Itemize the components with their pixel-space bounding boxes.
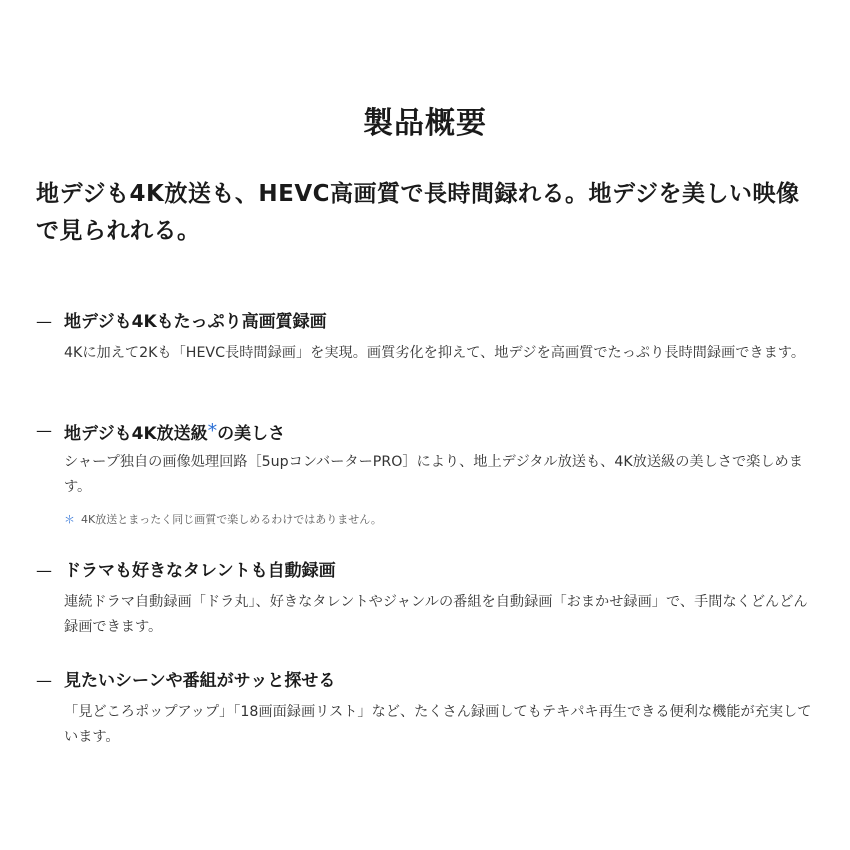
feature-heading-text [64, 418, 285, 447]
feature-heading-part: 地デジも4K放送級 [64, 424, 208, 444]
feature-item [36, 558, 816, 640]
feature-item [36, 668, 816, 750]
footnote-text: 4K放送とまったく同じ画質で楽しめるわけではありません。 [81, 513, 382, 526]
feature-heading-part: の美しさ [217, 424, 286, 444]
feature-description: 「見どころポップアップ」「18画面録画リスト」など、たくさん録画してもテキパキ再生できる便利な機能が充実しています。 [64, 704, 812, 745]
dash-bullet: — [36, 561, 52, 580]
feature-heading [36, 418, 816, 444]
feature-description: 4Kに加えて2Kも「HEVC長時間録画」を実現。画質劣化を抑えて、地デジを高画質でたっぷり長時間録画できます。 [64, 345, 806, 361]
footnote [64, 512, 816, 528]
headline: 地デジも4K放送も、HEVC高画質で長時間録れる。地デジを美しい映像で見られれる。 [36, 181, 800, 244]
feature-heading [36, 558, 816, 584]
feature-description: シャープ独自の画像処理回路［5upコンバーターPRO］により、地上デジタル放送も、4K放送級の美しさで楽しめます。 [64, 454, 803, 495]
dash-bullet: — [36, 312, 52, 331]
dash-bullet: — [36, 671, 52, 690]
page-title: 製品概要 [363, 106, 487, 142]
feature-heading [36, 309, 816, 335]
feature-item [36, 418, 816, 528]
footnote-asterisk-icon: ＊ [64, 513, 75, 526]
feature-heading-text: 地デジも4Kもたっぷり高画質録画 [64, 312, 327, 332]
asterisk-icon: * [207, 420, 218, 442]
feature-heading-text: ドラマも好きなタレントも自動録画 [64, 561, 336, 581]
feature-heading-text: 見たいシーンや番組がサッと探せる [64, 671, 336, 691]
feature-item [36, 309, 816, 366]
feature-heading [36, 668, 816, 694]
dash-bullet: — [36, 421, 52, 440]
feature-description: 連続ドラマ自動録画「ドラ丸」、好きなタレントやジャンルの番組を自動録画「おまかせ録画」で、手間なくどんどん録画できます。 [64, 594, 808, 635]
